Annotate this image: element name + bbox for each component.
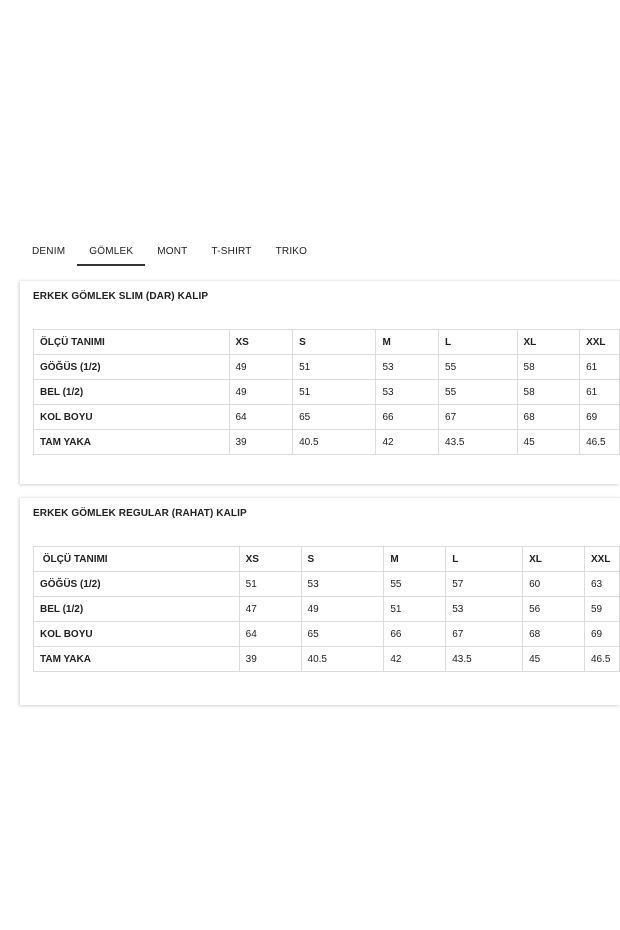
table-row: [34, 572, 620, 597]
row-label: BEL (1/2): [34, 597, 240, 622]
table-cell: 39: [229, 430, 293, 455]
table-cell: 49: [301, 597, 384, 622]
table-cell: 66: [384, 622, 446, 647]
table-cell: 67: [439, 405, 517, 430]
table-row: [34, 405, 620, 430]
header-cell: XL: [517, 330, 580, 355]
table-cell: 65: [293, 405, 376, 430]
row-label: KOL BOYU: [34, 622, 240, 647]
slim-fit-size-card: [20, 280, 620, 484]
header-cell: M: [376, 330, 439, 355]
table-cell: 63: [584, 572, 619, 597]
tab-triko[interactable]: TRIKO: [275, 246, 308, 257]
regular-fit-size-table: [33, 546, 620, 672]
table-cell: 55: [384, 572, 446, 597]
table-cell: 51: [293, 380, 376, 405]
table-cell: 59: [584, 597, 619, 622]
table-row: [34, 430, 620, 455]
table-cell: 55: [439, 355, 517, 380]
table-row: [34, 647, 620, 672]
table-row: [34, 355, 620, 380]
slim-fit-size-table: [33, 329, 620, 455]
header-cell: XS: [239, 547, 301, 572]
table-cell: 68: [523, 622, 585, 647]
header-cell: L: [446, 547, 523, 572]
row-label: GÖĞÜS (1/2): [34, 572, 240, 597]
table-cell: 69: [580, 405, 620, 430]
table-cell: 53: [376, 380, 439, 405]
regular-fit-title: ERKEK GÖMLEK REGULAR (RAHAT) KALIP: [33, 508, 247, 519]
table-row: [34, 380, 620, 405]
header-cell: ÖLÇÜ TANIMI: [34, 547, 240, 572]
row-label: KOL BOYU: [34, 405, 230, 430]
table-cell: 58: [517, 355, 580, 380]
header-cell: XL: [523, 547, 585, 572]
table-cell: 57: [446, 572, 523, 597]
table-cell: 65: [301, 622, 384, 647]
header-cell: ÖLÇÜ TANIMI: [34, 330, 230, 355]
table-cell: 51: [293, 355, 376, 380]
table-cell: 61: [580, 355, 620, 380]
table-cell: 42: [384, 647, 446, 672]
tab-mont[interactable]: MONT: [157, 246, 188, 257]
table-cell: 53: [301, 572, 384, 597]
regular-fit-size-card: [20, 497, 620, 705]
table-cell: 58: [517, 380, 580, 405]
table-header-row: [34, 547, 620, 572]
table-cell: 64: [229, 405, 293, 430]
table-cell: 46.5: [584, 647, 619, 672]
table-row: [34, 597, 620, 622]
table-cell: 43.5: [446, 647, 523, 672]
table-cell: 68: [517, 405, 580, 430]
table-cell: 66: [376, 405, 439, 430]
row-label: GÖĞÜS (1/2): [34, 355, 230, 380]
table-cell: 51: [239, 572, 301, 597]
header-cell: L: [439, 330, 517, 355]
table-cell: 47: [239, 597, 301, 622]
table-cell: 61: [580, 380, 620, 405]
table-cell: 40.5: [301, 647, 384, 672]
header-cell: XXL: [580, 330, 620, 355]
table-cell: 45: [517, 430, 580, 455]
header-cell: S: [293, 330, 376, 355]
size-category-tabs: [20, 238, 319, 268]
table-cell: 49: [229, 380, 293, 405]
table-cell: 46.5: [580, 430, 620, 455]
table-cell: 69: [584, 622, 619, 647]
table-cell: 39: [239, 647, 301, 672]
table-cell: 55: [439, 380, 517, 405]
header-cell: M: [384, 547, 446, 572]
header-cell: S: [301, 547, 384, 572]
table-cell: 60: [523, 572, 585, 597]
table-cell: 56: [523, 597, 585, 622]
table-header-row: [34, 330, 620, 355]
row-label: TAM YAKA: [34, 647, 240, 672]
table-cell: 53: [376, 355, 439, 380]
tab-denim[interactable]: DENIM: [32, 246, 66, 257]
table-cell: 43.5: [439, 430, 517, 455]
table-cell: 42: [376, 430, 439, 455]
table-cell: 45: [523, 647, 585, 672]
tab-gomlek[interactable]: GÖMLEK: [77, 238, 145, 266]
table-cell: 67: [446, 622, 523, 647]
tab-t-shirt[interactable]: T-SHIRT: [211, 246, 252, 257]
header-cell: XXL: [584, 547, 619, 572]
table-cell: 51: [384, 597, 446, 622]
table-cell: 64: [239, 622, 301, 647]
row-label: TAM YAKA: [34, 430, 230, 455]
header-cell: XS: [229, 330, 293, 355]
table-cell: 49: [229, 355, 293, 380]
table-cell: 53: [446, 597, 523, 622]
slim-fit-title: ERKEK GÖMLEK SLIM (DAR) KALIP: [33, 291, 209, 302]
table-cell: 40.5: [293, 430, 376, 455]
row-label: BEL (1/2): [34, 380, 230, 405]
table-row: [34, 622, 620, 647]
